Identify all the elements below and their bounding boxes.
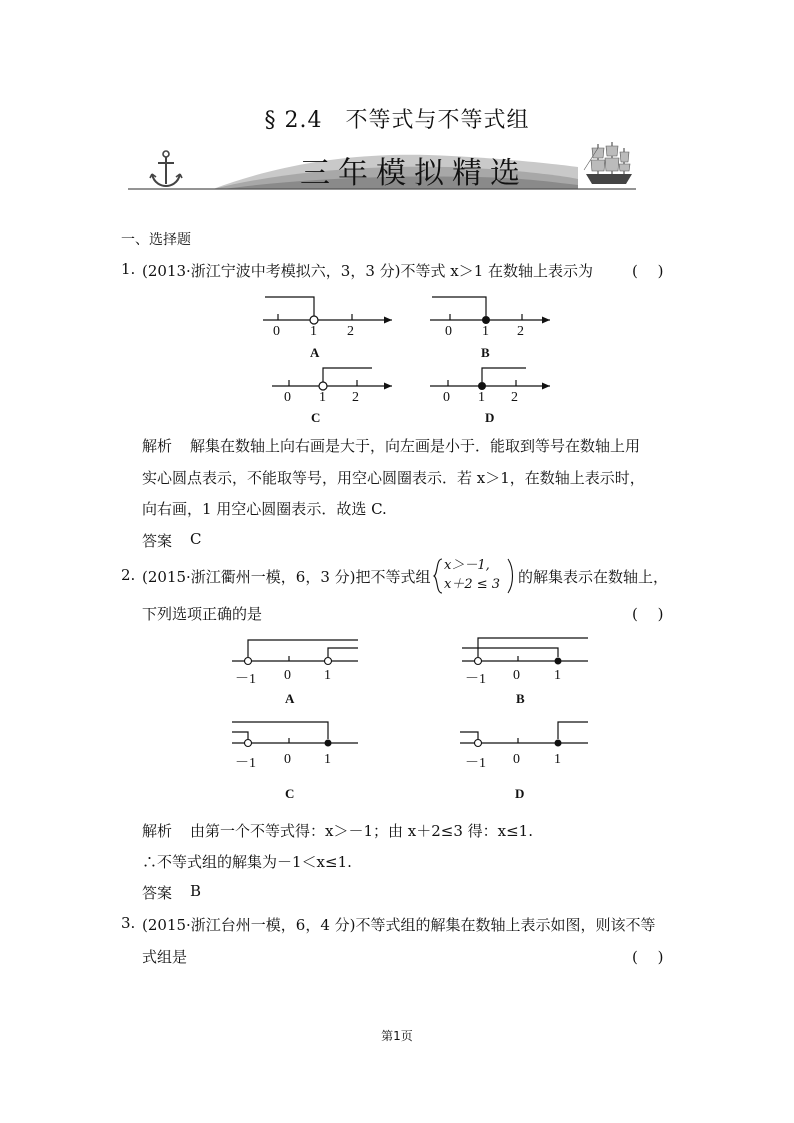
q3-answer-paren: ( ) (632, 948, 664, 966)
q1-explain-line-1: 解集在数轴上向右画是大于，向左画是小于．能取到等号在数轴上用 (190, 437, 641, 455)
q2-stem-part-2: 的解集表示在数轴上， (518, 568, 669, 586)
q1-number: 1. (121, 260, 136, 278)
q1-d-tick-0: 0 (443, 390, 450, 405)
q2-option-c: C (285, 786, 295, 801)
q2-option-b: B (516, 691, 525, 706)
q1-option-a: A (310, 345, 320, 360)
q1-option-b: B (481, 345, 490, 360)
q1-c-tick-0: 0 (284, 390, 291, 405)
q2-answer-paren: ( ) (632, 605, 664, 623)
q2-line-b (462, 638, 588, 665)
q1-d-tick-1: 1 (478, 390, 485, 405)
q1-a-tick-2: 2 (347, 324, 354, 339)
q2-option-d: D (515, 786, 525, 801)
q2-b-tick-1: 1 (554, 668, 561, 683)
q1-explain-label: 解析 (142, 437, 173, 455)
q1-c-tick-2: 2 (352, 390, 359, 405)
q1-a-tick-1: 1 (310, 324, 317, 339)
banner-title: 三年模拟精选 (300, 156, 528, 191)
page-title: § 2.4 不等式与不等式组 (264, 108, 530, 133)
q2-d-tick-1: 1 (554, 752, 561, 767)
q3-stem-part-1: (2015·浙江台州一模，6，4 分)不等式组的解集在数轴上表示如图，则该不等 (142, 916, 656, 934)
q3-stem-part-2: 式组是 (142, 948, 188, 966)
q1-option-c: C (311, 410, 321, 425)
q1-b-tick-2: 2 (517, 324, 524, 339)
q2-answer-label: 答案 (142, 884, 173, 902)
q2-option-a: A (285, 691, 295, 706)
section-heading: 一、选择题 (121, 232, 191, 248)
q1-a-tick-0: 0 (273, 324, 280, 339)
q2-a-tick-1: 1 (324, 668, 331, 683)
q2-a-tick-neg1: －1 (235, 672, 256, 687)
q2-explain-line-2: ∴不等式组的解集为－1＜x≤1. (142, 853, 352, 871)
q2-c-tick-neg1: －1 (235, 756, 256, 771)
q2-d-tick-neg1: －1 (465, 756, 486, 771)
page-footer: 第1页 (381, 1029, 413, 1043)
q2-explain-label: 解析 (142, 822, 173, 840)
q2-number: 2. (121, 566, 136, 584)
q1-answer: C (190, 530, 202, 548)
q2-answer: B (190, 882, 202, 900)
q1-answer-label: 答案 (142, 532, 173, 550)
q2-stem-part-1: (2015·浙江衢州一模，6，3 分)把不等式组 (142, 568, 431, 586)
q2-a-tick-0: 0 (284, 668, 291, 683)
q2-d-tick-0: 0 (513, 752, 520, 767)
q1-c-tick-1: 1 (319, 390, 326, 405)
q2-line-d (460, 722, 588, 747)
q1-b-tick-0: 0 (445, 324, 452, 339)
q2-stem-part-3: 下列选项正确的是 (142, 605, 263, 623)
q2-c-tick-1: 1 (324, 752, 331, 767)
q1-explain-line-3: 向右画，1 用空心圆圈表示．故选 C. (142, 500, 387, 518)
q1-explain-line-2: 实心圆点表示，不能取等号，用空心圆圈表示．若 x＞1，在数轴上表示时， (142, 469, 645, 487)
q1-answer-paren: ( ) (632, 262, 664, 280)
q1-b-tick-1: 1 (482, 324, 489, 339)
q1-option-d: D (485, 410, 495, 425)
q2-explain-line-1: 由第一个不等式得：x＞－1；由 x＋2≤3 得：x≤1. (190, 822, 533, 840)
q2-c-tick-0: 0 (284, 752, 291, 767)
q1-stem: (2013·浙江宁波中考模拟六，3，3 分)不等式 x＞1 在数轴上表示为 (142, 262, 594, 280)
q2-b-tick-0: 0 (513, 668, 520, 683)
q2-line-c (232, 722, 358, 747)
q2-line-a (232, 640, 358, 665)
q1-d-tick-2: 2 (511, 390, 518, 405)
q3-number: 3. (121, 914, 136, 932)
q2-system-line-2: x＋2 ≤ 3 (444, 577, 501, 592)
q2-system-line-1: x＞－1, (444, 558, 490, 573)
q2-b-tick-neg1: －1 (465, 672, 486, 687)
